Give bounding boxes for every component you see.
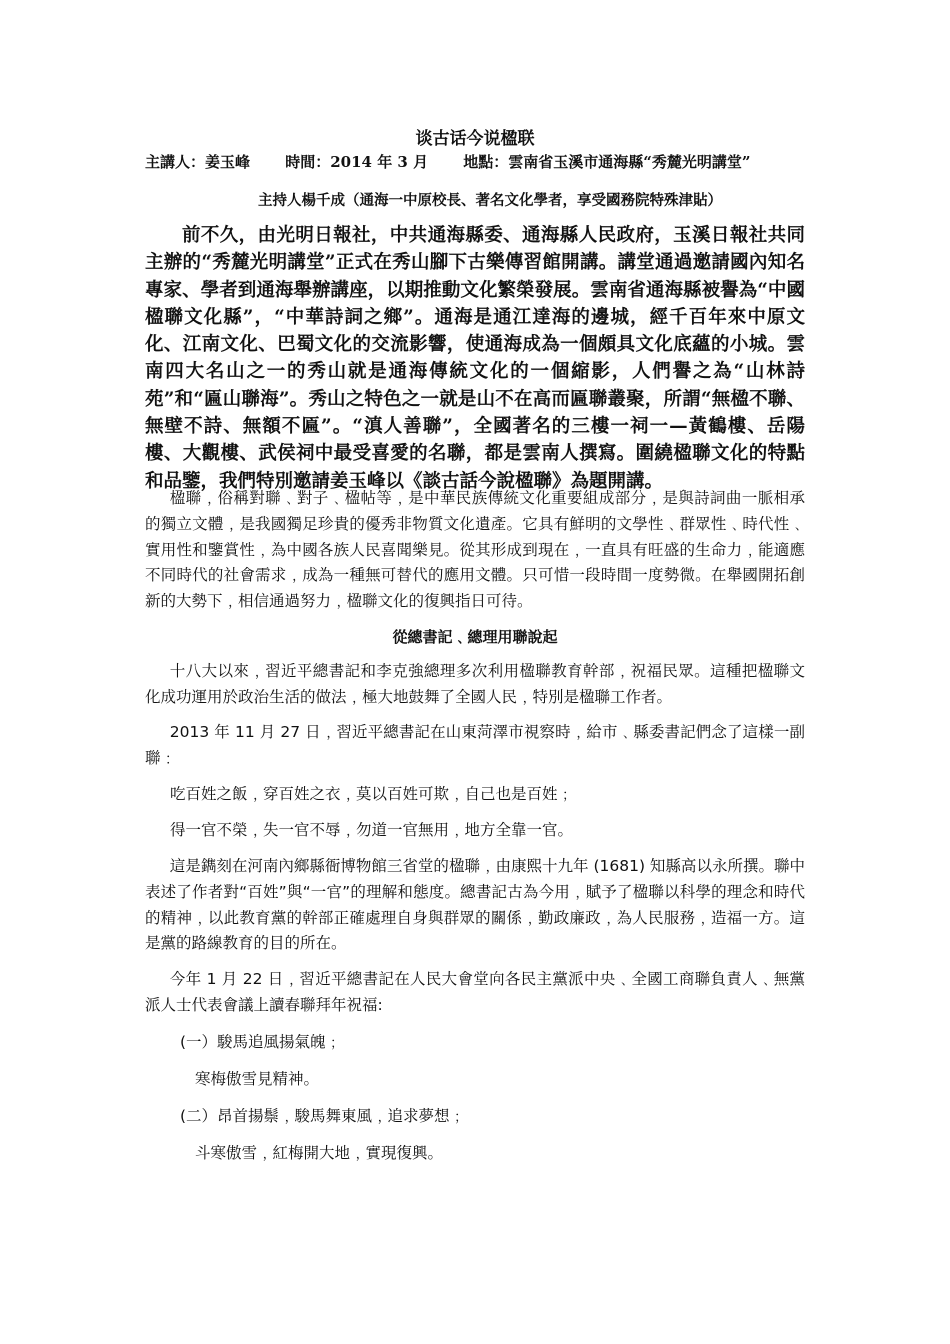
spring-couplet-1a: (一）駿馬追風揚氣魄﹔: [180, 1033, 342, 1051]
paragraph-neixiang-couplet: 這是鐫刻在河南內鄉縣衙博物館三省堂的楹聯﹐由康熙十九年 (1681) 知縣高以永所撰。聯中表述了作者對“百姓”與“一官”的理解和態度。總書記古為今用﹐賦予了楹聯以科學的理念和時代的精神﹐以此教育黨的幹部正確處理自身與群眾的關係﹐勤政廉政﹐為人民服務﹐造福一方。這是黨的路線教育的目的所在。: [145, 857, 805, 953]
section-heading: 從總書記﹑總理用聯說起: [392, 628, 558, 646]
speaker-info-line: 主講人：姜玉峰 時間：2014 年 3 月 地點：雲南省玉溪市通海縣“秀麓光明講堂”: [145, 153, 751, 171]
spring-couplet-2a: (二）昂首揚鬃﹐駿馬舞東風﹐追求夢想﹔: [180, 1107, 466, 1125]
paragraph-couplet-overview: 楹聯﹐俗稱對聯﹑對子﹑楹帖等﹐是中華民族傳統文化重要組成部分﹐是與詩詞曲一脈相承的獨立文體﹐是我國獨足珍貴的優秀非物質文化遺產。它具有鮮明的文學性﹑群眾性﹑時代性﹑實用性和鑒賞性﹐為中國各族人民喜聞樂見。從其形成到現在﹐一直具有旺盛的生命力﹐能適應不同時代的社會需求﹐成為一種無可替代的應用文體。只可惜一段時間一度勢微。在舉國開拓創新的大勢下﹐相信通過努力﹐楹聯文化的復興指日可待。: [145, 489, 805, 611]
document-title: 谈古话今说楹联: [415, 129, 535, 149]
paragraph-heze-visit: 2013 年 11 月 27 日﹐習近平總書記在山東菏澤市視察時﹐給市﹑縣委書記們念了這樣一副聯﹕: [145, 723, 805, 767]
couplet-line-1a: 吃百姓之飯﹐穿百姓之衣﹐莫以百姓可欺﹐自己也是百姓﹔: [170, 785, 574, 803]
paragraph-since-18th-congress: 十八大以來﹐習近平總書記和李克強總理多次利用楹聯教育幹部﹐祝福民眾。這種把楹聯文化成功運用於政治生活的做法﹐極大地鼓舞了全國人民﹐特別是楹聯工作者。: [145, 662, 805, 706]
host-info-line: 主持人楊千成（通海一中原校長、著名文化學者，享受國務院特殊津貼）: [258, 192, 722, 209]
spring-couplet-1b: 寒梅傲雪見精神。: [195, 1070, 320, 1088]
spring-couplet-2b: 斗寒傲雪﹐紅梅開大地﹐實現復興。: [195, 1144, 444, 1162]
intro-paragraph: 前不久，由光明日報社，中共通海縣委、通海縣人民政府，玉溪日報社共同主辦的“秀麓光明講堂”正式在秀山腳下古樂傳習館開講。講堂通過邀請國內知名專家、學者到通海舉辦講座，以期推動文化繁榮發展。雲南省通海縣被譽為“中國楹聯文化縣”，“中華詩詞之鄉”。通海是通江達海的邊城，經千百年來中原文化、江南文化、巴蜀文化的交流影響，使通海成為一個頗具文化底蘊的小城。雲南四大名山之一的秀山就是通海傳統文化的一個縮影，人們譽之為“山林詩苑”和“匾山聯海”。秀山之特色之一就是山不在高而匾聯叢聚，所謂“無楹不聯、無壁不詩、無額不匾”。“滇人善聯”，全國著名的三樓一祠一—黃鶴樓、岳陽樓、大觀樓、武侯祠中最受喜愛的名聯，都是雲南人撰寫。圍繞楹聯文化的特點和品鑒，我們特別邀請姜玉峰以《談古話今說楹聯》為題開講。: [145, 225, 805, 492]
paragraph-spring-festival: 今年 1 月 22 日﹐習近平總書記在人民大會堂向各民主黨派中央﹑全國工商聯負責人﹑無黨派人士代表會議上讀春聯拜年祝福:: [145, 970, 805, 1014]
couplet-line-1b: 得一官不榮﹐失一官不辱﹐勿道一官無用﹐地方全靠一官。: [170, 821, 574, 839]
